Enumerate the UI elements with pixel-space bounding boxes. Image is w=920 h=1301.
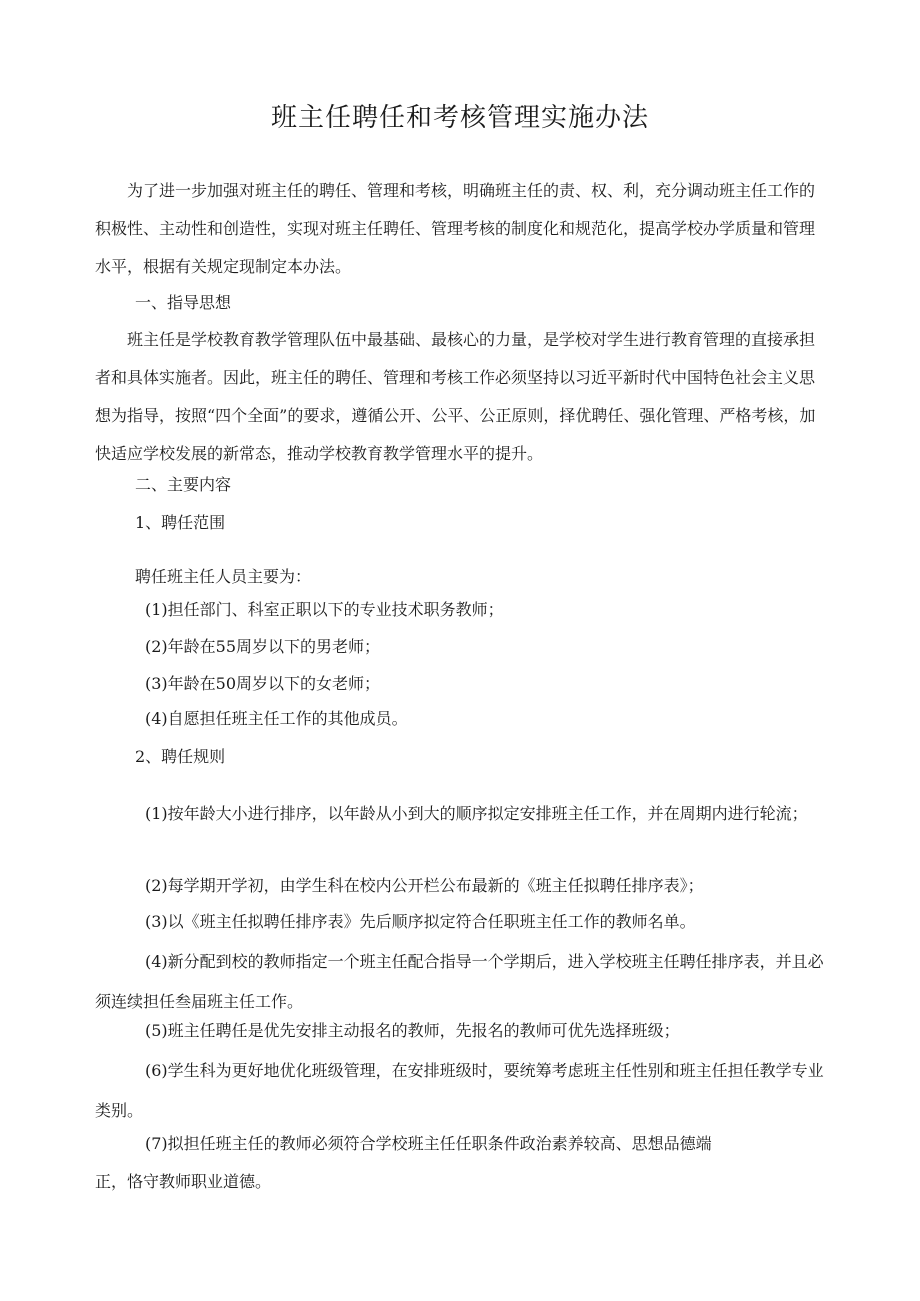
list-item: (3)年龄在50周岁以下的女老师； bbox=[145, 674, 381, 693]
list-item: (2)年龄在55周岁以下的男老师； bbox=[145, 637, 381, 656]
sub2-heading: 2、聘任规则 bbox=[135, 747, 226, 766]
rule-item: (3)以《班主任拟聘任排序表》先后顺序拟定符合任职班主任工作的教师名单。 bbox=[145, 912, 696, 931]
section1-paragraph: 班主任是学校教育教学管理队伍中最基础、最核心的力量，是学校对学生进行教育管理的直接承担者和具体实施者。因此，班主任的聘任、管理和考核工作必须坚持以习近平新时代中国特色社会主义思想为指导，按照“四个全面”的要求，遵循公开、公平、公正原则，择优聘任、强化管理、严格考核，加快适应学校发展的新常态，推动学校教育教学管理水平的提升。 bbox=[95, 330, 816, 463]
rule-item: (6)学生科为更好地优化班级管理，在安排班级时，要统筹考虑班主任性别和班主任担任教学专业类别。 bbox=[95, 1061, 824, 1120]
sub1-lead: 聘任班主任人员主要为： bbox=[135, 567, 312, 586]
intro-paragraph: 为了进一步加强对班主任的聘任、管理和考核，明确班主任的责、权、利，充分调动班主任工作的积极性、主动性和创造性，实现对班主任聘任、管理考核的制度化和规范化，提高学校办学质量和管理水平，根据有关规定现制定本办法。 bbox=[95, 181, 816, 276]
rule-item: (7)拟担任班主任的教师必须符合学校班主任任职条件政治素养较高、思想品德端 bbox=[145, 1134, 712, 1153]
sub1-heading: 1、聘任范围 bbox=[135, 513, 226, 532]
section1-heading: 一、指导思想 bbox=[135, 293, 232, 312]
list-item: (4)自愿担任班主任工作的其他成员。 bbox=[145, 709, 408, 728]
rule-item: (4)新分配到校的教师指定一个班主任配合指导一个学期后，进入学校班主任聘任排序表，并且必须连续担任叁届班主任工作。 bbox=[95, 952, 824, 1011]
rule-item-continuation: 正，恪守教师职业道德。 bbox=[95, 1172, 272, 1191]
rule-item: (1)按年龄大小进行排序，以年龄从小到大的顺序拟定安排班主任工作，并在周期内进行轮流； bbox=[145, 804, 808, 823]
rule-item: (2)每学期开学初，由学生科在校内公开栏公布最新的《班主任拟聘任排序表》； bbox=[145, 876, 704, 895]
rule-item: (5)班主任聘任是优先安排主动报名的教师，先报名的教师可优先选择班级； bbox=[145, 1021, 680, 1040]
list-item: (1)担任部门、科室正职以下的专业技术职务教师； bbox=[145, 600, 504, 619]
section2-heading: 二、主要内容 bbox=[135, 475, 232, 494]
document-title: 班主任聘任和考核管理实施办法 bbox=[270, 103, 649, 133]
